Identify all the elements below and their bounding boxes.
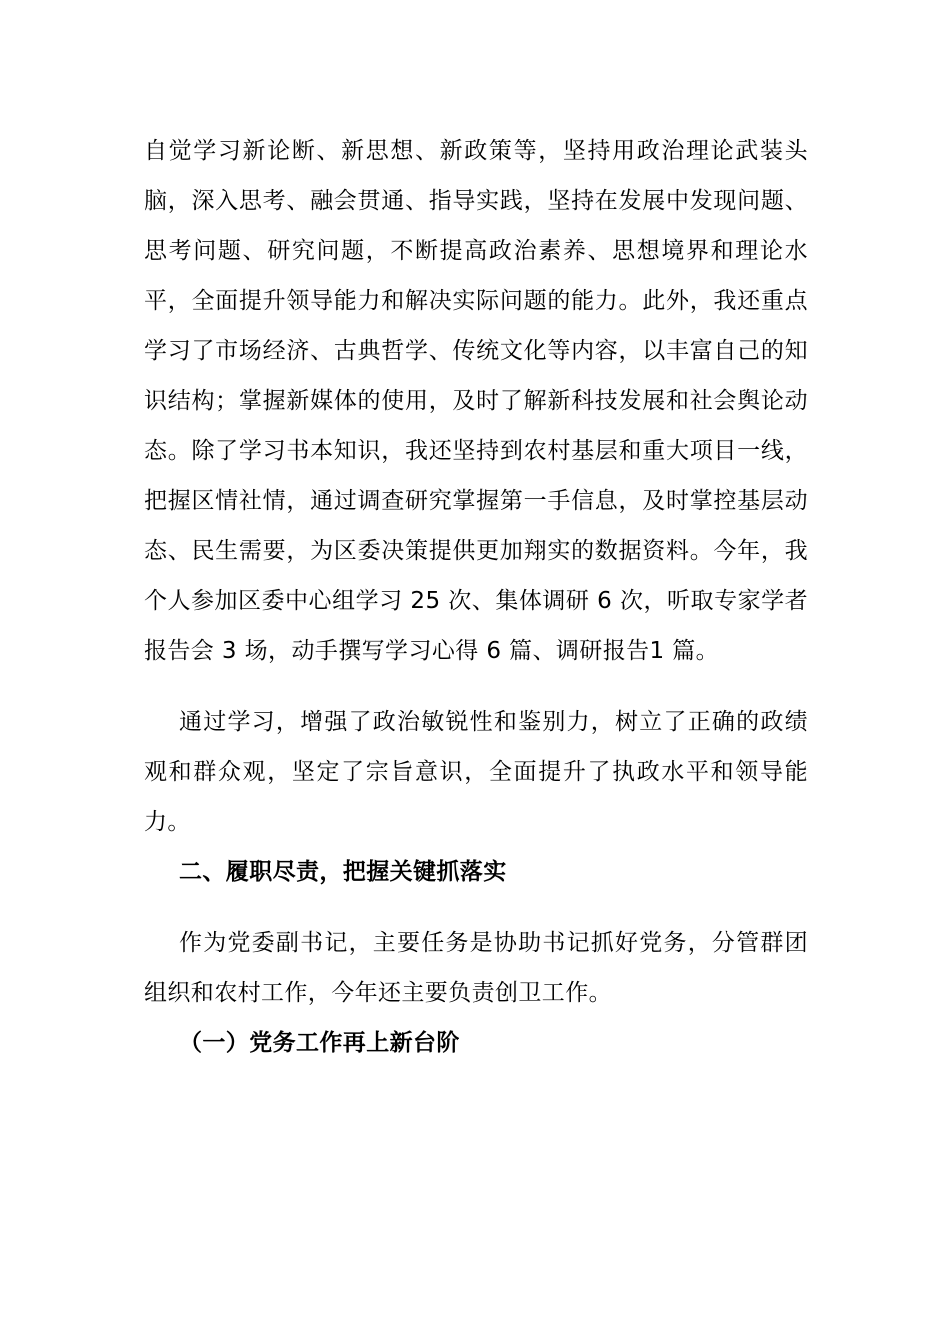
body-paragraph-study: 自觉学习新论断、新思想、新政策等，坚持用政治理论武装头脑，深入思考、融会贯通、指导实践，坚持在发展中发现问题、思考问题、研究问题，不断提高政治素养、思想境界和理论水平，全面提升领导能力和解决实际问题的能力。此外，我还重点学习了市场经济、古典哲学、传统文化等内容，以丰富自己的知识结构；掌握新媒体的使用，及时了解新科技发展和社会舆论动态。除了学习书本知识，我还坚持到农村基层和重大项目一线，把握区情社情，通过调查研究掌握第一手信息，及时掌控基层动态、民生需要，为区委决策提供更加翔实的数据资料。今年，我个人参加区委中心组学习 25 次、集体调研 6 次，听取专家学者报告会 3 场，动手撰写学习心得 6 篇、调研报告1 篇。 (144, 138, 808, 664)
subsection-heading: （一）党务工作再上新台阶 (179, 1030, 460, 1056)
document-body (144, 126, 808, 1068)
body-paragraph-duties: 作为党委副书记，主要任务是协助书记抓好党务，分管群团组织和农村工作，今年还主要负责创卫工作。 (144, 930, 808, 1006)
body-paragraph-study-result: 通过学习，增强了政治敏锐性和鉴别力，树立了正确的政绩观和群众观，坚定了宗旨意识，全面提升了执政水平和领导能力。 (144, 709, 808, 835)
section-heading: 二、履职尽责，把握关键抓落实 (179, 859, 507, 885)
